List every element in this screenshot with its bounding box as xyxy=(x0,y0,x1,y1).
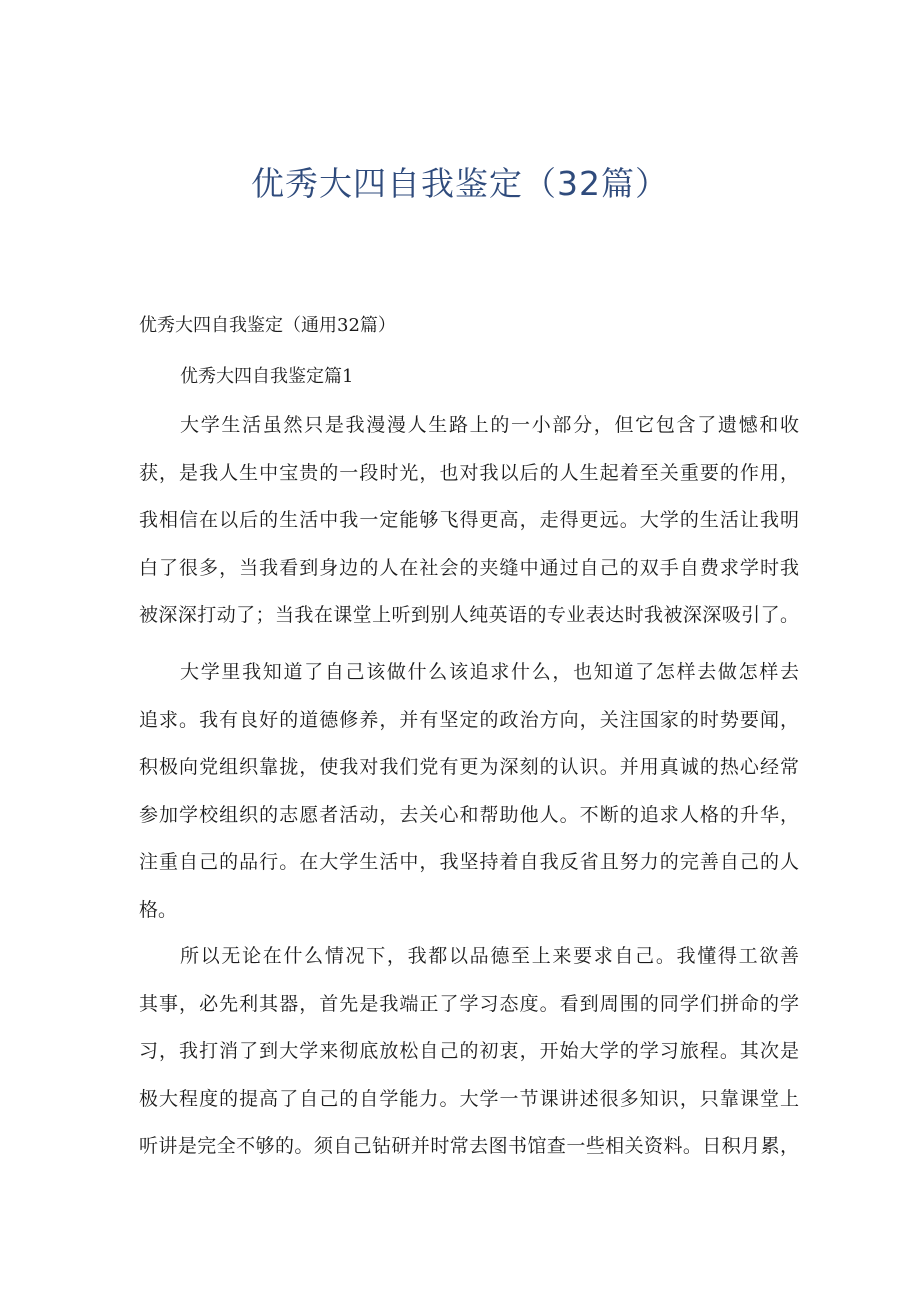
paragraph-line: 极大程度的提高了自己的自学能力。大学一节课讲述很多知识，只靠课堂上 xyxy=(139,1087,799,1110)
paragraph-line: 获，是我人生中宝贵的一段时光，也对我以后的人生起着至关重要的作用， xyxy=(139,461,799,484)
paragraph-line: 我相信在以后的生活中我一定能够飞得更高，走得更远。大学的生活让我明 xyxy=(139,509,799,531)
paragraph-line: 积极向党组织靠拢，使我对我们党有更为深刻的认识。并用真诚的热心经常 xyxy=(139,756,799,778)
paragraph-line: 注重自己的品行。在大学生活中，我坚持着自我反省且努力的完善自己的人 xyxy=(139,851,799,873)
paragraph-line: 其事，必先利其器，首先是我端正了学习态度。看到周围的同学们拼命的学 xyxy=(139,992,799,1015)
paragraph-line: 大学里我知道了自己该做什么该追求什么，也知道了怎样去做怎样去 xyxy=(180,661,799,683)
paragraph-2 xyxy=(139,649,799,934)
paragraph-line: 参加学校组织的志愿者活动，去关心和帮助他人。不断的追求人格的升华， xyxy=(139,803,799,826)
paragraph-line: 白了很多，当我看到身边的人在社会的夹缝中通过自己的双手自费求学时我 xyxy=(139,556,799,579)
section-heading: 优秀大四自我鉴定篇1 xyxy=(180,366,354,387)
paragraph-line: 大学生活虽然只是我漫漫人生路上的一小部分，但它包含了遗憾和收 xyxy=(180,414,799,436)
paragraph-line: 被深深打动了；当我在课堂上听到别人纯英语的专业表达时我被深深吸引了。 xyxy=(139,604,799,626)
paragraph-line: 追求。我有良好的道德修养，并有坚定的政治方向，关注国家的时势要闻， xyxy=(139,708,799,731)
paragraph-line: 格。 xyxy=(139,898,178,921)
document-title: 优秀大四自我鉴定（32篇） xyxy=(251,164,669,203)
document-subtitle: 优秀大四自我鉴定（通用32篇） xyxy=(139,315,396,336)
paragraph-line: 听讲是完全不够的。须自己钻研并时常去图书馆查一些相关资料。日积月累， xyxy=(139,1135,799,1157)
paragraph-line: 习，我打消了到大学来彻底放松自己的初衷，开始大学的学习旅程。其次是 xyxy=(139,1040,799,1062)
paragraph-3 xyxy=(139,933,799,1171)
paragraph-1 xyxy=(139,402,799,640)
paragraph-line: 所以无论在什么情况下，我都以品德至上来要求自己。我懂得工欲善 xyxy=(180,945,799,967)
